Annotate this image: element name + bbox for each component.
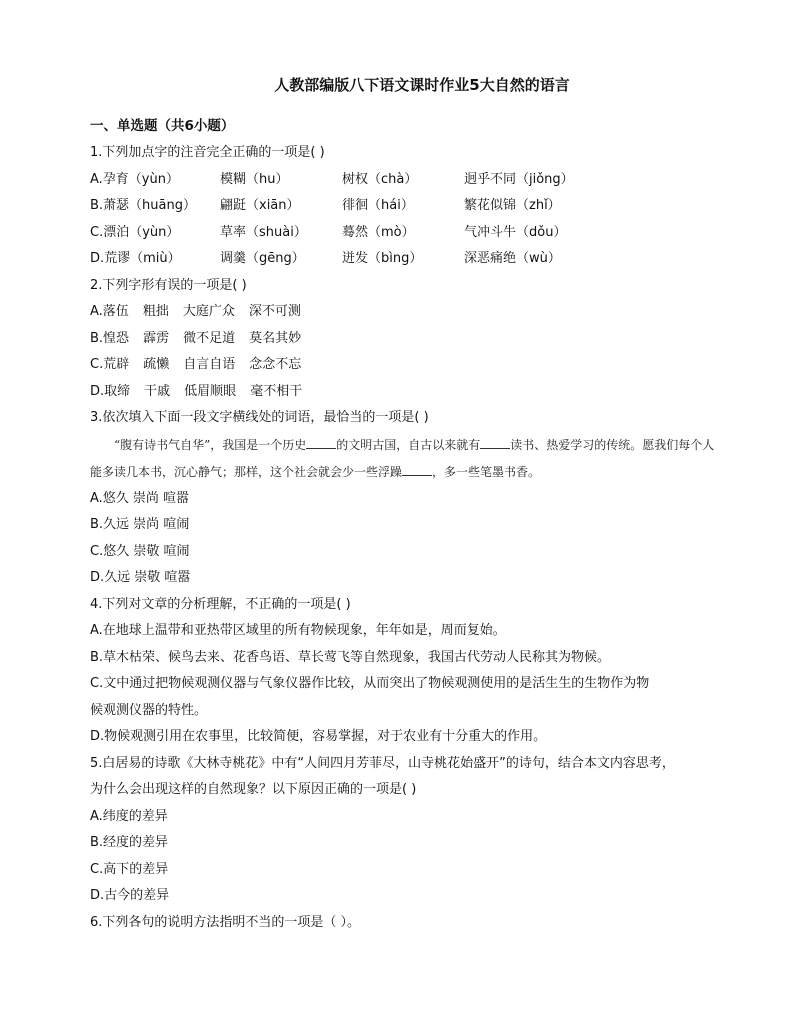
q3-passage-part-1: “腹有诗书气自华”，我国是一个历史	[114, 437, 307, 452]
q1-c-2: 草率（shuài）	[220, 224, 307, 240]
q2-b-4: 莫名其妙	[249, 330, 302, 346]
q4-option-b: B.草木枯荣、候鸟去来、花香鸟语、草长莺飞等自然现象，我国古代劳动人民称其为物候。	[90, 649, 611, 665]
document-title: 人教部编版八下语文课时作业5大自然的语言	[274, 76, 570, 94]
q2-b-1: B.惶恐	[90, 330, 130, 346]
q5-option-c: C.高下的差异	[90, 861, 169, 877]
q2-d-2: 干戚	[144, 383, 171, 399]
q1-b-3: 徘徊（hái）	[342, 198, 414, 213]
q1-a-2: 模糊（hu）	[220, 171, 289, 187]
q2-d-3: 低眉顺眼	[184, 383, 237, 399]
blank-2	[480, 436, 510, 449]
q2-stem: 2.下列字形有误的一项是( )	[90, 277, 247, 293]
q4-stem: 4.下列对文章的分析理解，不正确的一项是( )	[90, 596, 351, 612]
q3-passage-part-4: ，多一些笔墨书香。	[432, 464, 541, 479]
q2-d-4: 毫不相干	[250, 383, 303, 399]
q2-option-c	[90, 352, 720, 379]
q3-option-d: D.久远 崇敬 喧嚣	[90, 570, 191, 585]
q3-option-a: A.悠久 崇尚 喧嚣	[90, 490, 190, 506]
q3-stem: 3.依次填入下面一段文字横线处的词语，最恰当的一项是( )	[90, 410, 429, 425]
q5-option-a: A.纬度的差异	[90, 808, 168, 824]
q3-option-c: C.悠久 崇敬 喧闹	[90, 543, 190, 559]
blank-3	[402, 463, 432, 476]
q5-stem-line-2: 为什么会出现这样的自然现象？以下原因正确的一项是( )	[90, 782, 417, 797]
q2-a-1: A.落伍	[90, 304, 129, 319]
q4-option-c-cont: 候观测仪器的特性。	[90, 702, 208, 718]
q1-d-3: 迸发（bìng）	[342, 251, 423, 266]
q4-option-c: C.文中通过把物候观测仪器与气象仪器作比较，从而突出了物候观测使用的是活生生的生物作为物	[90, 676, 650, 691]
q1-c-4: 气冲斗牛（dǒu）	[464, 224, 567, 240]
q1-a-4: 迥乎不同（jiǒng）	[464, 171, 574, 187]
q2-option-a	[90, 299, 720, 326]
q1-a-3: 树权（chà）	[342, 171, 418, 187]
q1-option-b	[90, 193, 720, 220]
q1-a-1: A.孕育（yùn）	[90, 171, 179, 187]
q2-c-1: C.荒辟	[90, 357, 130, 372]
q1-stem: 1.下列加点字的注音完全正确的一项是( )	[90, 145, 325, 160]
question-list	[90, 140, 720, 936]
q1-b-2: 翩跹（xiān）	[220, 198, 300, 213]
q3-passage-part-3: 读书、热爱学习的传统。愿我们每个人能多读几本书，沉心静气；那样，这个社会就会少一些浮躁	[90, 437, 715, 479]
q1-d-2: 调羹（gēng）	[220, 251, 305, 266]
q2-a-3: 大庭广众	[182, 304, 235, 319]
q2-c-3: 自言自语	[183, 357, 236, 372]
q2-d-1: D.取缔	[90, 383, 131, 399]
q1-c-3: 蓦然（mò）	[342, 224, 415, 240]
q2-c-4: 念念不忘	[249, 357, 302, 372]
q1-option-a	[90, 167, 720, 194]
q1-option-c	[90, 220, 720, 247]
q1-d-4: 深恶痛绝（wù）	[464, 251, 561, 266]
q3-passage-part-2: 的文明古国，自古以来就有	[336, 437, 481, 452]
q5-option-b: B.经度的差异	[90, 835, 169, 850]
q5-stem-line-1: 5.白居易的诗歌《大林寺桃花》中有“人间四月芳菲尽，山寺桃花始盛开”的诗句，结合本文内容思考，	[90, 755, 675, 771]
q4-option-a: A.在地球上温带和亚热带区域里的所有物候现象，年年如是，周而复始。	[90, 623, 506, 638]
q1-b-1: B.萧瑟（huāng）	[90, 198, 196, 213]
blank-1	[306, 436, 336, 449]
q3-passage	[90, 432, 718, 486]
q3-option-b: B.久远 崇尚 喧闹	[90, 517, 190, 532]
q1-c-1: C.漂泊（yùn）	[90, 224, 180, 240]
q1-option-d	[90, 246, 720, 273]
q2-a-4: 深不可测	[248, 304, 301, 319]
q2-option-d	[90, 379, 720, 406]
q4-option-d: D.物候观测引用在农事里，比较简便，容易掌握，对于农业有十分重大的作用。	[90, 729, 547, 744]
section-heading: 一、单选题（共6小题）	[90, 118, 235, 134]
q2-c-2: 疏懒	[143, 357, 170, 372]
q1-d-1: D.荒谬（miù）	[90, 251, 181, 266]
q2-option-b	[90, 326, 720, 353]
q5-option-d: D.古今的差异	[90, 888, 170, 903]
q2-a-2: 粗拙	[142, 304, 169, 319]
q2-b-2: 霹雳	[143, 330, 170, 346]
q6-stem: 6.下列各句的说明方法指明不当的一项是（ ）。	[90, 914, 361, 930]
q1-b-4: 繁花似锦（zhǐ）	[464, 198, 561, 213]
q2-b-3: 微不足道	[183, 330, 236, 346]
